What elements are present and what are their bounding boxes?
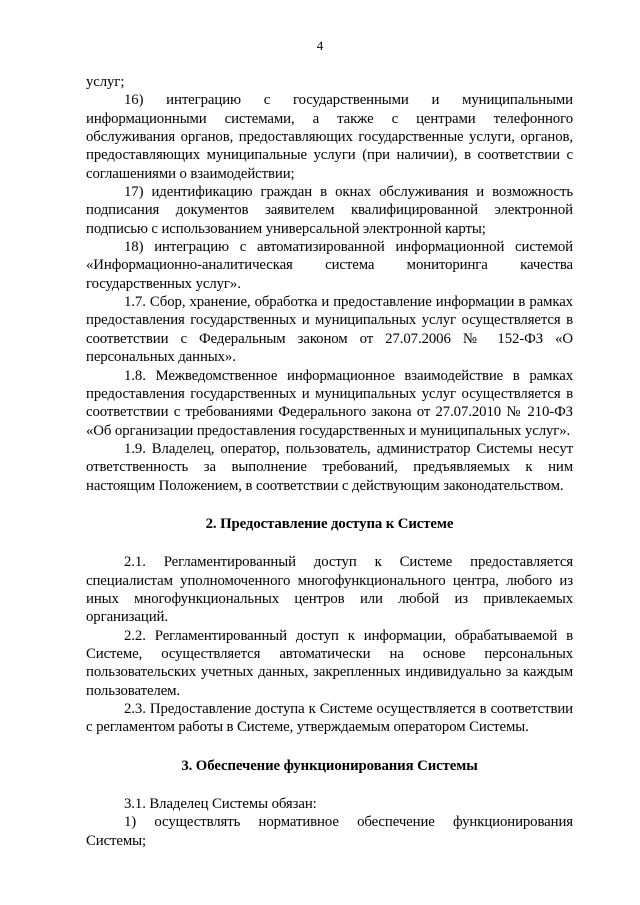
paragraph-1-8: 1.8. Межведомственное информационное взаимодействие в рамках предоставления государственных и муниципальных услуг осуществляется в соответствии с требованиями Федерального закона от 27.07.2010 № 210-ФЗ «Об организации предоставления государственных и муниципальных услуг». — [86, 367, 573, 439]
paragraph-2-3: 2.3. Предоставление доступа к Системе осуществляется в соответствии с регламентом работы в Системе, утверждаемым оператором Системы. — [86, 701, 573, 736]
page-number: 4 — [316, 38, 324, 53]
paragraph-2-1: 2.1. Регламентированный доступ к Системе предоставляется специалистам уполномоченного многофункционального центра, любого из иных многофункциональных центров или любой из привлекаемых организаций. — [86, 554, 573, 626]
section-3-heading: 3. Обеспечение функционирования Системы — [181, 757, 478, 774]
paragraph-1-9: 1.9. Владелец, оператор, пользователь, администратор Системы несут ответственность за выполнение требований, предъявляемых к ним настоящим Положением, в соответствии с действующим законодательством. — [86, 440, 573, 494]
document-body — [86, 73, 573, 850]
spacer — [86, 737, 573, 757]
paragraph-1-7: 1.7. Сбор, хранение, обработка и предоставление информации в рамках предоставления государственных и муниципальных услуг осуществляется в соответствии с Федеральным законом от 27.07.2006 № 152-ФЗ «О персональных данных». — [86, 294, 573, 366]
paragraph-continuation: услуг; — [86, 74, 125, 90]
spacer — [86, 533, 573, 553]
section-2-heading: 2. Предоставление доступа к Системе — [205, 515, 454, 532]
paragraph-item-17: 17) идентификацию граждан в окнах обслуживания и возможность подписания документов заявителем квалифицированной электронной подписью с использованием универсальной электронной карты; — [86, 184, 573, 237]
paragraph-item-16: 16) интеграцию с государственными и муниципальными информационными системами, а также с центрами телефонного обслуживания органов, предоставляющих государственные услуги, органов, предоставляющих муниципальные услуги (при наличии), в соответствии с соглашениями о взаимодействии; — [86, 92, 573, 182]
paragraph-3-1: 3.1. Владелец Системы обязан: — [124, 796, 317, 813]
paragraph-2-2: 2.2. Регламентированный доступ к информации, обрабатываемой в Системе, осуществляется автоматически на основе персональных пользовательских учетных данных, закрепленных индивидуально за каждым пользователем. — [86, 627, 573, 699]
paragraph-item-18: 18) интеграцию с автоматизированной информационной системой «Информационно-аналитическая система мониторинга качества государственных услуг». — [86, 239, 573, 292]
spacer — [86, 775, 573, 795]
spacer — [86, 495, 573, 515]
paragraph-3-1-1: 1) осуществлять нормативное обеспечение функционирования Системы; — [86, 814, 573, 849]
